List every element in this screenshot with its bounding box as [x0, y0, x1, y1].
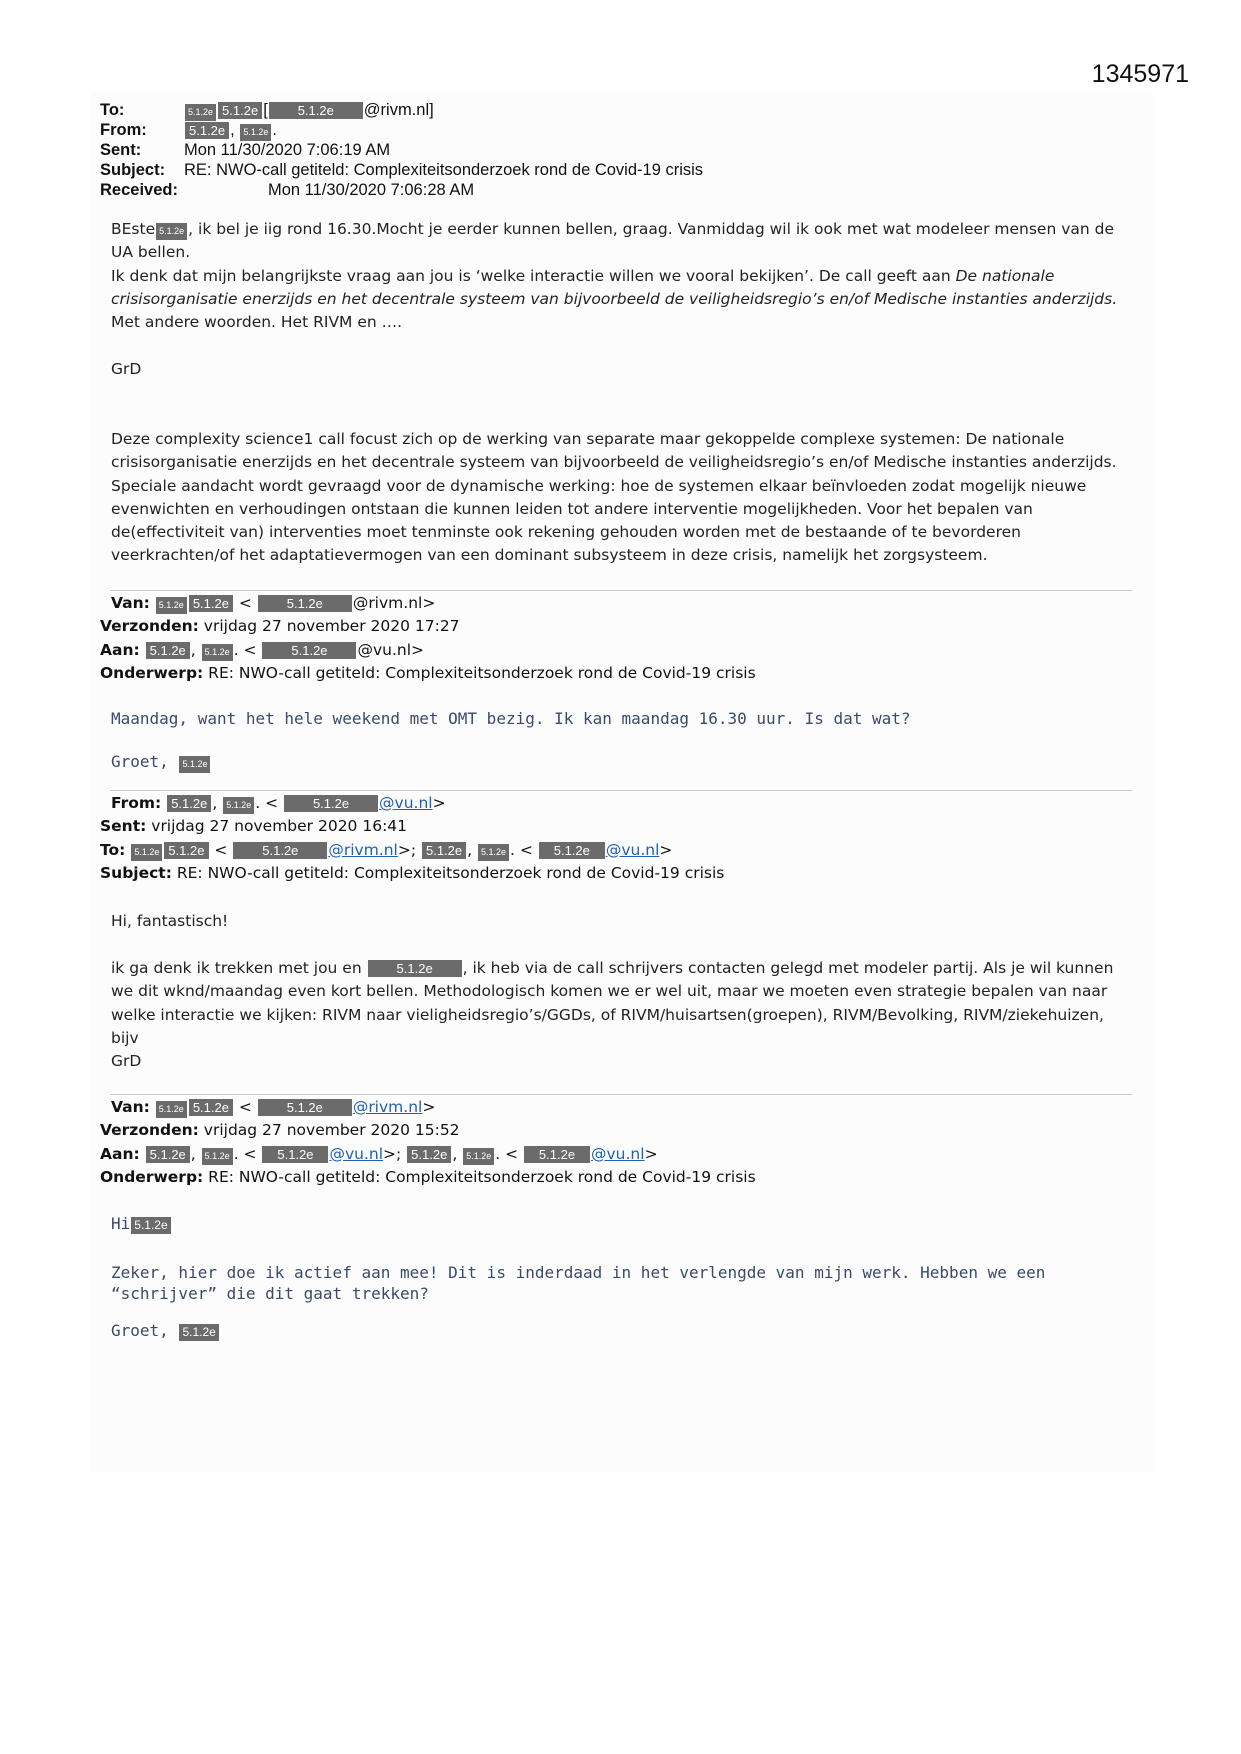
message3-greeting: Hi, fantastisch! — [111, 912, 229, 930]
redaction: 5.1.2e — [368, 960, 462, 977]
message4-signoff: Groet, 5.1.2e — [111, 1320, 1131, 1341]
redaction: 5.1.2e — [539, 842, 605, 859]
message4-header: Van: 5.1.2e 5.1.2e < 5.1.2e @rivm.nl> Verzonden: vrijdag 27 november 2020 15:52 Aan: 5.1.2e , 5.1.2e . < 5.1.2e @vu.nl>; 5.1.2e , 5.1.2e . < 5.1.2e @vu.nl> Onderwerp: RE: NWO-call getiteld: Complexiteitsonderzoek rond de Covid-19 crisis — [100, 1098, 756, 1186]
redaction: 5.1.2e — [223, 797, 254, 814]
redaction: 5.1.2e — [422, 842, 466, 859]
email-link[interactable]: @vu.nl — [591, 1144, 645, 1163]
message1-signoff: GrD — [111, 360, 142, 378]
redaction: 5.1.2e — [407, 1146, 451, 1163]
redaction: 5.1.2e — [269, 102, 363, 119]
redaction: 5.1.2e — [156, 597, 187, 614]
redaction: 5.1.2e — [524, 1146, 590, 1163]
redaction: 5.1.2e — [146, 1146, 190, 1163]
message2-body: Maandag, want het hele weekend met OMT bezig. Ik kan maandag 16.30 uur. Is dat wat? — [111, 709, 911, 728]
separator — [110, 790, 1132, 791]
redaction: 5.1.2e — [146, 642, 190, 659]
email-link[interactable]: @rivm.nl — [328, 840, 398, 859]
message3-body: ik ga denk ik trekken met jou en 5.1.2e , ik heb via de call schrijvers contacten gelegd met modeler partij. Als je wil kunnen we dit wknd/maandag even kort bellen. Methodologisch komen we er wel uit, maar we moeten even strategie bepalen van naar welke interactie we kijken: RIVM naar vieligheidsregio’s/GGDs, of RIVM/huisartsen(groepen), RIVM/Bevolking, RIVM/ziekehuizen, bijv — [111, 959, 1114, 1047]
message2-header: Van: 5.1.2e 5.1.2e < 5.1.2e @rivm.nl> Verzonden: vrijdag 27 november 2020 17:27 Aan: 5.1.2e , 5.1.2e . < 5.1.2e @vu.nl> Onderwerp: RE: NWO-call getiteld: Complexiteitsonderzoek rond de Covid-19 crisis — [100, 594, 756, 682]
redaction: 5.1.2e — [240, 124, 271, 141]
redaction: 5.1.2e — [131, 844, 162, 861]
redaction: 5.1.2e — [233, 842, 327, 859]
message3-signoff: GrD — [111, 1052, 142, 1070]
email-link[interactable]: @vu.nl — [329, 1144, 384, 1163]
redaction: 5.1.2e — [478, 844, 509, 861]
message1-body: BEste 5.1.2e , ik bel je iig rond 16.30.Mocht je eerder kunnen bellen, graag. Vanmiddag wil ik ook met wat modeleer mensen van de UA bellen. Ik denk dat mijn belangrijkste vraag aan jou is ‘welke interactie willen we vooral bekijken’. De call geeft aan De nationale crisisorganisatie enerzijds en het decentrale systeem van bijvoorbeeld de veiligheidsregio’s en/of Medische instanties anderzijds. Met andere woorden. Het RIVM en …. — [111, 220, 1118, 332]
redaction: 5.1.2e — [156, 1101, 187, 1118]
redaction: 5.1.2e — [218, 102, 262, 119]
redaction: 5.1.2e — [189, 1099, 233, 1116]
message4-body: Zeker, hier doe ik actief aan mee! Dit is inderdaad in het verlengde van mijn werk. Hebben we een “schrijver” die dit gaat trekken? — [111, 1263, 1046, 1303]
redaction: 5.1.2e — [131, 1217, 170, 1234]
redaction: 5.1.2e — [202, 644, 233, 661]
message2-signoff: Groet, 5.1.2e — [111, 751, 1131, 773]
redaction: 5.1.2e — [262, 1146, 328, 1163]
email-link[interactable]: @vu.nl — [605, 840, 660, 859]
redaction: 5.1.2e — [179, 756, 210, 773]
redaction: 5.1.2e — [284, 795, 378, 812]
redaction: 5.1.2e — [185, 104, 216, 121]
message4-greeting: Hi 5.1.2e — [111, 1213, 1131, 1234]
message1-call-paragraph: Deze complexity science1 call focust zich op de werking van separate maar gekoppelde complexe systemen: De nationale crisisorganisatie enerzijds en het decentrale systeem van bijvoorbeeld de veiligheidsregio’s en/of Medische instanties anderzijds. Speciale aandacht wordt gevraagd voor de dynamische werking: hoe de systemen elkaar beïnvloeden zodat mogelijk nieuwe evenwichten en verhoudingen ontstaan die kunnen leiden tot andere interventie mogelijkheden. Voor het bepalen van de(effectiviteit van) interventies moet tenminste ook rekening gehouden worden met de bestaande of te bevorderen veerkrachten/of het adaptatievermogen van een dominant subsysteem in deze crisis, namelijk het zorgsysteem. — [111, 430, 1117, 565]
redaction: 5.1.2e — [258, 595, 352, 612]
redaction: 5.1.2e — [258, 1099, 352, 1116]
redaction: 5.1.2e — [189, 595, 233, 612]
redaction: 5.1.2e — [262, 642, 356, 659]
redaction: 5.1.2e — [185, 122, 229, 139]
separator — [110, 590, 1132, 591]
redaction: 5.1.2e — [167, 795, 211, 812]
redaction: 5.1.2e — [164, 842, 208, 859]
redaction: 5.1.2e — [463, 1148, 494, 1165]
message3-header: From: 5.1.2e , 5.1.2e . < 5.1.2e @vu.nl> Sent: vrijdag 27 november 2020 16:41 To: 5.1.2e 5.1.2e < 5.1.2e @rivm.nl>; 5.1.2e , 5.1.2e . < 5.1.2e @vu.nl> Subject: RE: NWO-call getiteld: Complexiteitsonderzoek rond de Covid-19 crisis — [100, 794, 725, 882]
document-number: 1345971 — [1091, 60, 1189, 88]
separator — [110, 1094, 1132, 1095]
email-link[interactable]: @rivm.nl — [352, 1098, 423, 1116]
email-link[interactable]: @vu.nl — [379, 794, 433, 812]
redaction: 5.1.2e — [179, 1324, 218, 1341]
redaction: 5.1.2e — [202, 1148, 233, 1165]
redaction: 5.1.2e — [156, 223, 187, 240]
